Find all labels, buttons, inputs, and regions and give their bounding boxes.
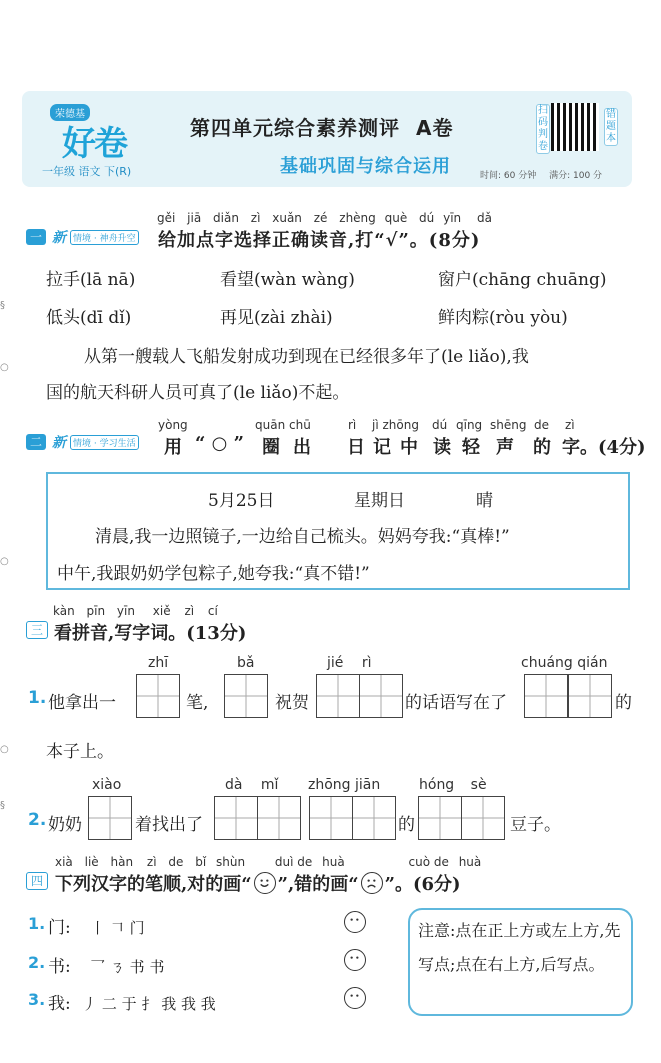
q-text: 的 xyxy=(398,815,415,835)
answer-cell[interactable] xyxy=(461,796,505,840)
pinyin: chuáng qián xyxy=(521,655,608,671)
instruction-part: 下列汉字的笔顺,对的画“ xyxy=(55,874,252,895)
question-number: 3. xyxy=(28,990,46,1009)
grade-label: 一年级 语文 下(R) xyxy=(42,165,132,178)
word-item[interactable] xyxy=(220,265,355,290)
pinyin: qīng xyxy=(456,418,483,432)
section-number-1: 一 xyxy=(26,229,46,245)
q-text: 笔, xyxy=(186,693,209,713)
note-text: 注意:点在正上方或左上方,先写点;点在右上方,后写点。 xyxy=(418,921,621,974)
word: 拉手 xyxy=(46,270,80,290)
q-text: 奶奶 xyxy=(48,815,82,835)
word: 低头 xyxy=(46,308,80,328)
question-number: 1. xyxy=(28,688,47,708)
diary-date: 5月25日 xyxy=(208,491,275,511)
s2-char: 用 xyxy=(164,437,182,458)
pinyin: xià xyxy=(55,855,73,869)
title-suffix: A卷 xyxy=(415,116,454,140)
stroke-order: 丨 𠃍 门 xyxy=(90,919,145,937)
options: (lā nā) xyxy=(80,270,136,290)
binding-hole: ○ xyxy=(0,362,9,373)
answer-cell[interactable] xyxy=(359,674,403,718)
binding-hole: ○ xyxy=(0,556,9,567)
pinyin: shùn xyxy=(216,855,246,869)
answer-cell[interactable] xyxy=(214,796,258,840)
section-4-instruction xyxy=(55,870,461,896)
pinyin: jiā xyxy=(187,211,202,225)
sad-face-icon xyxy=(361,872,383,894)
pinyin-row xyxy=(55,855,481,869)
answer-cell[interactable] xyxy=(568,674,612,718)
word-item[interactable] xyxy=(220,303,333,328)
brand-badge: 荣德基 xyxy=(50,104,90,121)
word: 窗户 xyxy=(438,270,472,290)
question-number: 2. xyxy=(28,953,46,972)
stroke-row xyxy=(48,913,145,938)
new-tag: 新 xyxy=(52,435,66,451)
pinyin: duì de xyxy=(274,855,313,869)
pinyin: yīn xyxy=(443,211,462,225)
pinyin: xiào xyxy=(92,777,122,793)
word-item[interactable] xyxy=(438,265,607,290)
s2-char: 字。(4分) xyxy=(562,437,646,458)
scan-label: 扫码判卷 xyxy=(538,105,548,152)
question-number: 2. xyxy=(28,810,47,830)
pinyin: jié rì xyxy=(327,655,372,671)
stroke-row xyxy=(48,952,164,977)
pinyin: hóng sè xyxy=(419,777,487,793)
s2-char: 日 xyxy=(347,437,365,458)
instruction-part: ”。(6分) xyxy=(384,874,461,895)
char-label: 门: xyxy=(48,918,71,938)
s2-char: 读 xyxy=(433,437,451,458)
options: (wàn wàng) xyxy=(254,270,355,290)
answer-cell[interactable] xyxy=(257,796,301,840)
answer-face-icon[interactable] xyxy=(344,987,366,1009)
pinyin: zhōng jiān xyxy=(308,777,381,793)
pinyin: gěi xyxy=(157,211,176,225)
pinyin: xuǎn xyxy=(272,211,302,225)
options: (dī dǐ) xyxy=(80,308,132,328)
diary-weekday: 星期日 xyxy=(354,491,405,511)
section-number-4: 四 xyxy=(26,872,48,890)
pinyin: zhèng xyxy=(339,211,376,225)
section-3-instruction: 看拼音,写字词。(13分) xyxy=(54,623,247,644)
section-number-2: 二 xyxy=(26,434,46,450)
pinyin: huà xyxy=(458,855,482,869)
answer-cell[interactable] xyxy=(224,674,268,718)
word: 鲜肉粽 xyxy=(438,308,489,328)
answer-face-icon[interactable] xyxy=(344,949,366,971)
binding-hole: ○ xyxy=(0,744,9,755)
page-subtitle: 基础巩固与综合运用 xyxy=(280,156,451,177)
time-info xyxy=(480,168,602,181)
q-text: 祝贺 xyxy=(275,693,309,713)
pinyin: cí xyxy=(207,604,218,618)
pinyin: zhī xyxy=(148,655,169,671)
pinyin: de xyxy=(534,418,549,432)
note-box xyxy=(408,908,633,1016)
error-book-label: 错题本 xyxy=(606,109,616,144)
section-1-instruction: 给加点字选择正确读音,打“√”。(8分) xyxy=(158,230,481,251)
q-text: 本子上。 xyxy=(46,742,114,762)
pinyin: zì xyxy=(565,418,575,432)
answer-cell[interactable] xyxy=(309,796,353,840)
binding-mark: § xyxy=(0,800,5,811)
s2-char: 记 xyxy=(373,437,391,458)
pinyin: huà xyxy=(322,855,345,869)
answer-cell[interactable] xyxy=(418,796,462,840)
pinyin: dà mǐ xyxy=(225,777,279,793)
s2-char: 中 xyxy=(400,437,418,458)
brand-logo: 好卷 xyxy=(62,124,126,164)
new-tag: 新 xyxy=(52,230,66,246)
options: (ròu yòu) xyxy=(489,308,568,328)
word-item[interactable] xyxy=(46,303,131,328)
s2-char: 圈 xyxy=(262,437,280,458)
word-item[interactable] xyxy=(46,265,135,290)
s2-char: 轻 xyxy=(462,437,480,458)
answer-cell[interactable] xyxy=(352,796,396,840)
pinyin: què xyxy=(384,211,408,225)
pinyin: quān chū xyxy=(255,418,311,432)
diary-line[interactable]: 清晨,我一边照镜子,一边给自己梳头。妈妈夸我:“真棒!” xyxy=(95,527,510,547)
stroke-order: 乛 ㄋ 书 书 xyxy=(90,958,165,976)
pinyin: liè xyxy=(84,855,99,869)
pinyin: yīn xyxy=(116,604,135,618)
section-number-3: 三 xyxy=(26,621,48,639)
pinyin: kàn xyxy=(53,604,75,618)
answer-face-icon[interactable] xyxy=(344,911,366,933)
paragraph-line[interactable]: 国的航天科研人员可真了(le liǎo)不起。 xyxy=(46,383,350,403)
pinyin: bǎ xyxy=(237,655,255,671)
answer-cell[interactable] xyxy=(136,674,180,718)
stroke-order: 丿 二 于 扌 我 我 我 xyxy=(82,995,216,1013)
paragraph-line[interactable]: 从第一艘载人飞船发射成功到现在已经很多年了(le liǎo),我 xyxy=(84,347,529,367)
word-item[interactable] xyxy=(438,303,568,328)
pinyin: shēng xyxy=(490,418,527,432)
pinyin: rì xyxy=(348,418,357,432)
pinyin: hàn xyxy=(110,855,134,869)
s2-char: 声 xyxy=(496,437,514,458)
page-title xyxy=(190,112,453,141)
q-text: 着找出了 xyxy=(135,815,203,835)
full-score: 满分: 100 分 xyxy=(549,171,603,181)
context-tag: 情境 · 神舟升空 xyxy=(70,230,139,245)
pinyin-row xyxy=(157,211,492,225)
q-text: 他拿出一 xyxy=(48,693,116,713)
pinyin: yòng xyxy=(158,418,188,432)
answer-cell[interactable] xyxy=(524,674,568,718)
context-tag: 情境 · 学习生活 xyxy=(70,435,139,450)
q-text: 豆子。 xyxy=(510,815,561,835)
pinyin: cuò de xyxy=(408,855,449,869)
char-label: 书: xyxy=(48,957,71,977)
pinyin: jì zhōng xyxy=(372,418,419,432)
s2-char: 的 xyxy=(533,437,551,458)
answer-cell[interactable] xyxy=(316,674,360,718)
diary-line[interactable]: 中午,我跟奶奶学包粽子,她夸我:“真不错!” xyxy=(57,564,370,584)
pinyin: de xyxy=(168,855,184,869)
pinyin: zì xyxy=(250,211,261,225)
pinyin: pīn xyxy=(86,604,106,618)
pinyin-row xyxy=(53,604,218,618)
s2-char: 出 xyxy=(293,437,311,458)
pinyin: zé xyxy=(313,211,328,225)
pinyin: bǐ xyxy=(195,855,207,869)
title-text: 第四单元综合素养测评 xyxy=(190,116,400,140)
char-label: 我: xyxy=(48,994,71,1014)
options: (zài zhài) xyxy=(254,308,333,328)
smile-face-icon xyxy=(254,872,276,894)
pinyin: zì xyxy=(184,604,195,618)
instruction-part: ”,错的画“ xyxy=(277,874,359,895)
stroke-row xyxy=(48,989,216,1014)
pinyin: xiě xyxy=(152,604,171,618)
pinyin: diǎn xyxy=(213,211,239,225)
qr-code-icon[interactable] xyxy=(551,103,599,151)
q-text: 的 xyxy=(615,693,632,713)
pinyin: dú xyxy=(432,418,448,432)
diary-weather: 晴 xyxy=(476,491,493,511)
pinyin: dú xyxy=(419,211,435,225)
pinyin: zì xyxy=(146,855,157,869)
time-limit: 时间: 60 分钟 xyxy=(480,171,537,181)
question-number: 1. xyxy=(28,914,46,933)
s2-char: “ ○ ” xyxy=(195,433,244,454)
word: 再见 xyxy=(220,308,254,328)
pinyin: dǎ xyxy=(476,211,492,225)
answer-cell[interactable] xyxy=(88,796,132,840)
word: 看望 xyxy=(220,270,254,290)
binding-mark: § xyxy=(0,300,5,311)
q-text: 的话语写在了 xyxy=(405,693,507,713)
options: (chāng chuāng) xyxy=(472,270,607,290)
